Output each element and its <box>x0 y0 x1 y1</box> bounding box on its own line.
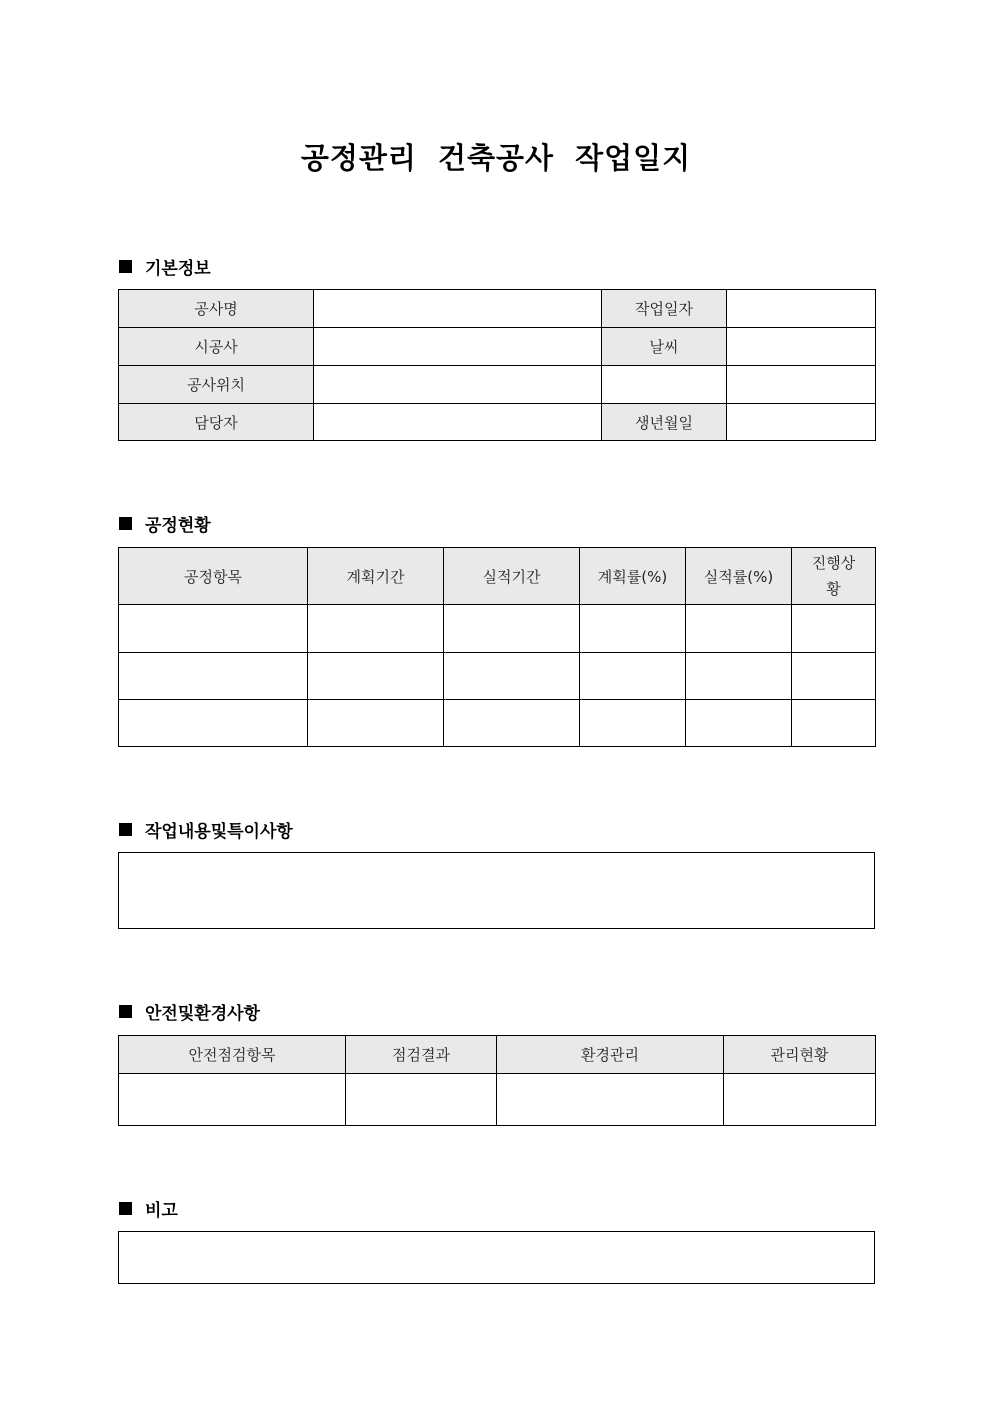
table-header-row <box>119 548 876 605</box>
actual-rate-cell[interactable] <box>686 653 792 700</box>
column-header-status: 진행상황 <box>792 548 876 605</box>
process-item-cell[interactable] <box>119 605 308 653</box>
section-heading-remarks <box>119 1196 178 1221</box>
section-heading-label: 작업내용및특이사항 <box>145 822 293 842</box>
planned-rate-cell[interactable] <box>580 605 686 653</box>
status-cell[interactable] <box>792 605 876 653</box>
table-row <box>119 653 876 700</box>
planned-rate-cell[interactable] <box>580 653 686 700</box>
actual-period-cell[interactable] <box>444 605 580 653</box>
label-contractor: 시공사 <box>119 328 314 366</box>
column-header-planned-period: 계획기간 <box>308 548 444 605</box>
table-row <box>119 328 876 366</box>
planned-period-cell[interactable] <box>308 605 444 653</box>
section-heading-basic-info <box>119 254 211 279</box>
actual-rate-cell[interactable] <box>686 700 792 747</box>
blank-label-cell <box>602 366 727 404</box>
section-heading-label: 기본정보 <box>145 259 211 279</box>
section-heading-label: 공정현황 <box>145 516 211 536</box>
remarks-field[interactable] <box>118 1231 875 1284</box>
status-cell[interactable] <box>792 700 876 747</box>
square-bullet-icon <box>119 1005 132 1018</box>
safety-check-item-cell[interactable] <box>119 1074 346 1126</box>
column-header-management-status: 관리현황 <box>724 1036 876 1074</box>
table-row <box>119 366 876 404</box>
document-title: 공정관리 건축공사 작업일지 <box>300 141 692 175</box>
label-project-name: 공사명 <box>119 290 314 328</box>
column-header-planned-rate: 계획률(%) <box>580 548 686 605</box>
column-header-check-result: 점검결과 <box>346 1036 497 1074</box>
safety-env-table <box>118 1035 876 1126</box>
work-content-field[interactable] <box>118 852 875 929</box>
section-heading-label: 안전및환경사항 <box>145 1004 260 1024</box>
site-location-field[interactable] <box>314 366 602 404</box>
section-heading-work-content <box>119 817 293 842</box>
planned-period-cell[interactable] <box>308 653 444 700</box>
table-header-row <box>119 1036 876 1074</box>
actual-rate-cell[interactable] <box>686 605 792 653</box>
table-row <box>119 290 876 328</box>
section-heading-safety-env <box>119 999 260 1024</box>
square-bullet-icon <box>119 260 132 273</box>
manager-field[interactable] <box>314 404 602 441</box>
env-management-cell[interactable] <box>497 1074 724 1126</box>
column-header-process-item: 공정항목 <box>119 548 308 605</box>
basic-info-table <box>118 289 876 441</box>
table-row <box>119 700 876 747</box>
square-bullet-icon <box>119 517 132 530</box>
label-birth-date: 생년월일 <box>602 404 727 441</box>
square-bullet-icon <box>119 823 132 836</box>
contractor-field[interactable] <box>314 328 602 366</box>
check-result-cell[interactable] <box>346 1074 497 1126</box>
label-work-date: 작업일자 <box>602 290 727 328</box>
label-manager: 담당자 <box>119 404 314 441</box>
birth-date-field[interactable] <box>727 404 876 441</box>
section-heading-progress <box>119 511 211 536</box>
process-item-cell[interactable] <box>119 700 308 747</box>
management-status-cell[interactable] <box>724 1074 876 1126</box>
square-bullet-icon <box>119 1202 132 1215</box>
section-heading-label: 비고 <box>145 1201 178 1221</box>
planned-rate-cell[interactable] <box>580 700 686 747</box>
column-header-safety-check-item: 안전점검항목 <box>119 1036 346 1074</box>
column-header-env-management: 환경관리 <box>497 1036 724 1074</box>
actual-period-cell[interactable] <box>444 700 580 747</box>
column-header-actual-rate: 실적률(%) <box>686 548 792 605</box>
table-row <box>119 1074 876 1126</box>
table-row <box>119 404 876 441</box>
progress-table <box>118 547 876 747</box>
blank-value-field[interactable] <box>727 366 876 404</box>
status-cell[interactable] <box>792 653 876 700</box>
column-header-actual-period: 실적기간 <box>444 548 580 605</box>
weather-field[interactable] <box>727 328 876 366</box>
actual-period-cell[interactable] <box>444 653 580 700</box>
process-item-cell[interactable] <box>119 653 308 700</box>
work-date-field[interactable] <box>727 290 876 328</box>
label-weather: 날씨 <box>602 328 727 366</box>
planned-period-cell[interactable] <box>308 700 444 747</box>
label-site-location: 공사위치 <box>119 366 314 404</box>
project-name-field[interactable] <box>314 290 602 328</box>
table-row <box>119 605 876 653</box>
